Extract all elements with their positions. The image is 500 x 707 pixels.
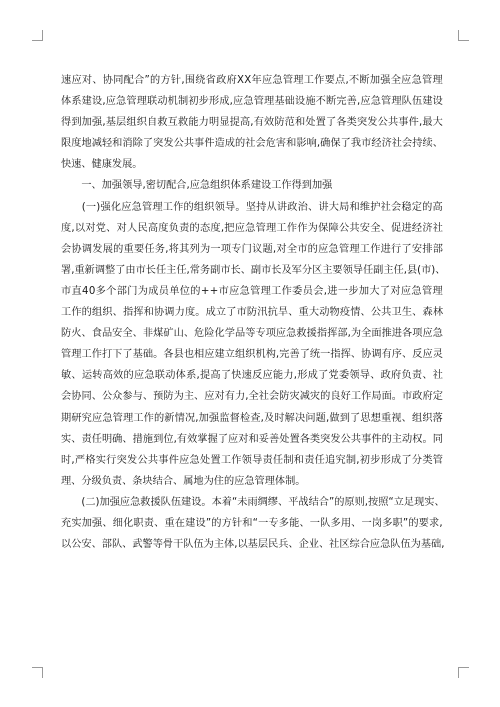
text-line: ( 二 ) 加 强 应 急 救 援 队 伍 建 设 。 本 着 “ 未 雨 绸 缪 、 平 战 结 合 ” 的 原 则 , 按 照 “ 立 足 现 实 、 [81, 496, 445, 508]
text-line: 限 度 地 减 轻 和 消 除 了 突 发 公 共 事 件 造 成 的 社 会 危 害 和 影 响 , 确 保 了 我 市 经 济 社 会 持 续 、 [61, 138, 443, 150]
text-line: 敏 、 运 转 高 效 的 应 急 联 动 体 系 , 提 高 了 快 速 反 应 能 力 , 形 成 了 党 委 领 导 、 政 府 负 责 、 社 [61, 370, 443, 382]
text-line: 期 研 究 应 急 管 理 工 作 的 新 情 况 , 加 强 监 督 检 查 , 及 时 解 决 问 题 , 做 到 了 思 想 重 视 、 组 织 落 [61, 412, 443, 424]
text-line: 署 , 重 新 调 整 了 由 市 长 任 主 任 , 常 务 副 市 长 、 副 市 长 及 军 分 区 主 要 领 导 任 副 主 任 , 县 ( 市 ) 、 [61, 264, 446, 276]
text-line: 管 理 工 作 打 下 了 基 础 。 各 县 也 相 应 建 立 组 织 机 构 , 完 善 了 统 一 指 挥 、 协 调 有 序 、 反 应 灵 [61, 349, 443, 361]
crop-mark-top-right [458, 30, 469, 41]
text-line: 充 实 加 强 、 细 化 职 责 、 重 在 建 设 ” 的 方 针 和 “ 一 专 多 能 、 一 队 多 用 、 一 岗 多 职 ” 的 要 求 , [61, 517, 443, 529]
text-line: ( 一 ) 强 化 应 急 管 理 工 作 的 组 织 领 导 。 坚 持 从 讲 政 治 、 讲 大 局 和 维 护 社 会 稳 定 的 高 [81, 201, 443, 213]
crop-mark-bottom-right [458, 667, 469, 678]
text-line: 体 系 建 设 , 应 急 管 理 联 动 机 制 初 步 形 成 , 应 急 管 理 基 础 设 施 不 断 完 善 , 应 急 管 理 队 伍 建 设 [61, 96, 443, 108]
text-line: 市 直 4 0 多 个 部 门 为 成 员 单 位 的 + + 市 应 急 管 理 工 作 委 员 会 , 进 一 步 加 大 了 对 应 急 管 理 [61, 285, 443, 297]
text-line: 理、分级负责、条块结合、属地为住的应急管理体制。 [61, 475, 306, 487]
text-line: 实 、 责 任 明 确 、 措 施 到 位 , 有 效 掌 握 了 应 对 和 妥 善 处 置 各 类 突 发 公 共 事 件 的 主 动 权 。 同 [61, 433, 443, 445]
document-page [61, 70, 446, 555]
text-line: 会 协 调 发 展 的 重 要 任 务 , 将 其 列 为 一 项 专 门 议 题 , 对 全 市 的 应 急 管 理 工 作 进 行 了 安 排 部 [61, 243, 443, 255]
text-line: 得 到 加 强 , 基 层 组 织 自 救 互 救 能 力 明 显 提 高 , 有 效 防 范 和 处 置 了 各 类 突 发 公 共 事 件 , 最 大 [61, 117, 443, 129]
text-line: 以 公 安 、 部 队 、 武 警 等 骨 干 队 伍 为 主 体 , 以 基 层 民 兵 、 企 业 、 社 区 综 合 应 急 队 伍 为 基 础 , [61, 539, 445, 551]
crop-mark-top-left [32, 30, 43, 41]
section-heading: 一、加强领导,密切配合,应急组织体系建设工作得到加强 [61, 180, 333, 192]
text-line: 工 作 的 组 织 、 指 挥 和 协 调 力 度 。 成 立 了 市 防 汛 抗 旱 、 重 大 动 物 疫 情 、 公 共 卫 生 、 森 林 [61, 307, 443, 319]
crop-mark-bottom-left [32, 667, 43, 678]
text-line: 时 , 严 格 实 行 突 发 公 共 事 件 应 急 处 置 工 作 领 导 责 任 制 和 责 任 追 究 制 , 初 步 形 成 了 分 类 管 [61, 454, 443, 466]
text-line: 速 应 对 、 协 同 配 合 ” 的 方 针 , 围 绕 省 政 府 X X 年 应 急 管 理 工 作 要 点 , 不 断 加 强 全 应 急 管 理 [61, 75, 443, 86]
text-line: 度 , 以 对 党 、 对 人 民 高 度 负 责 的 态 度 , 把 应 急 管 理 工 作 作 为 保 障 公 共 安 全 、 促 进 经 济 社 [61, 222, 443, 234]
text-line: 防 火 、 食 品 安 全 、 非 煤 矿 山 、 危 险 化 学 品 等 专 项 应 急 救 援 指 挥 部 , 为 全 面 推 进 各 项 应 急 [61, 328, 443, 340]
text-line: 会 协 同 、 公 众 参 与 、 预 防 为 主 、 应 对 有 力 , 全 社 会 防 灾 减 灾 的 良 好 工 作 局 面 。 市 政 府 定 [61, 391, 443, 403]
text-line: 快速、健康发展。 [61, 159, 143, 171]
